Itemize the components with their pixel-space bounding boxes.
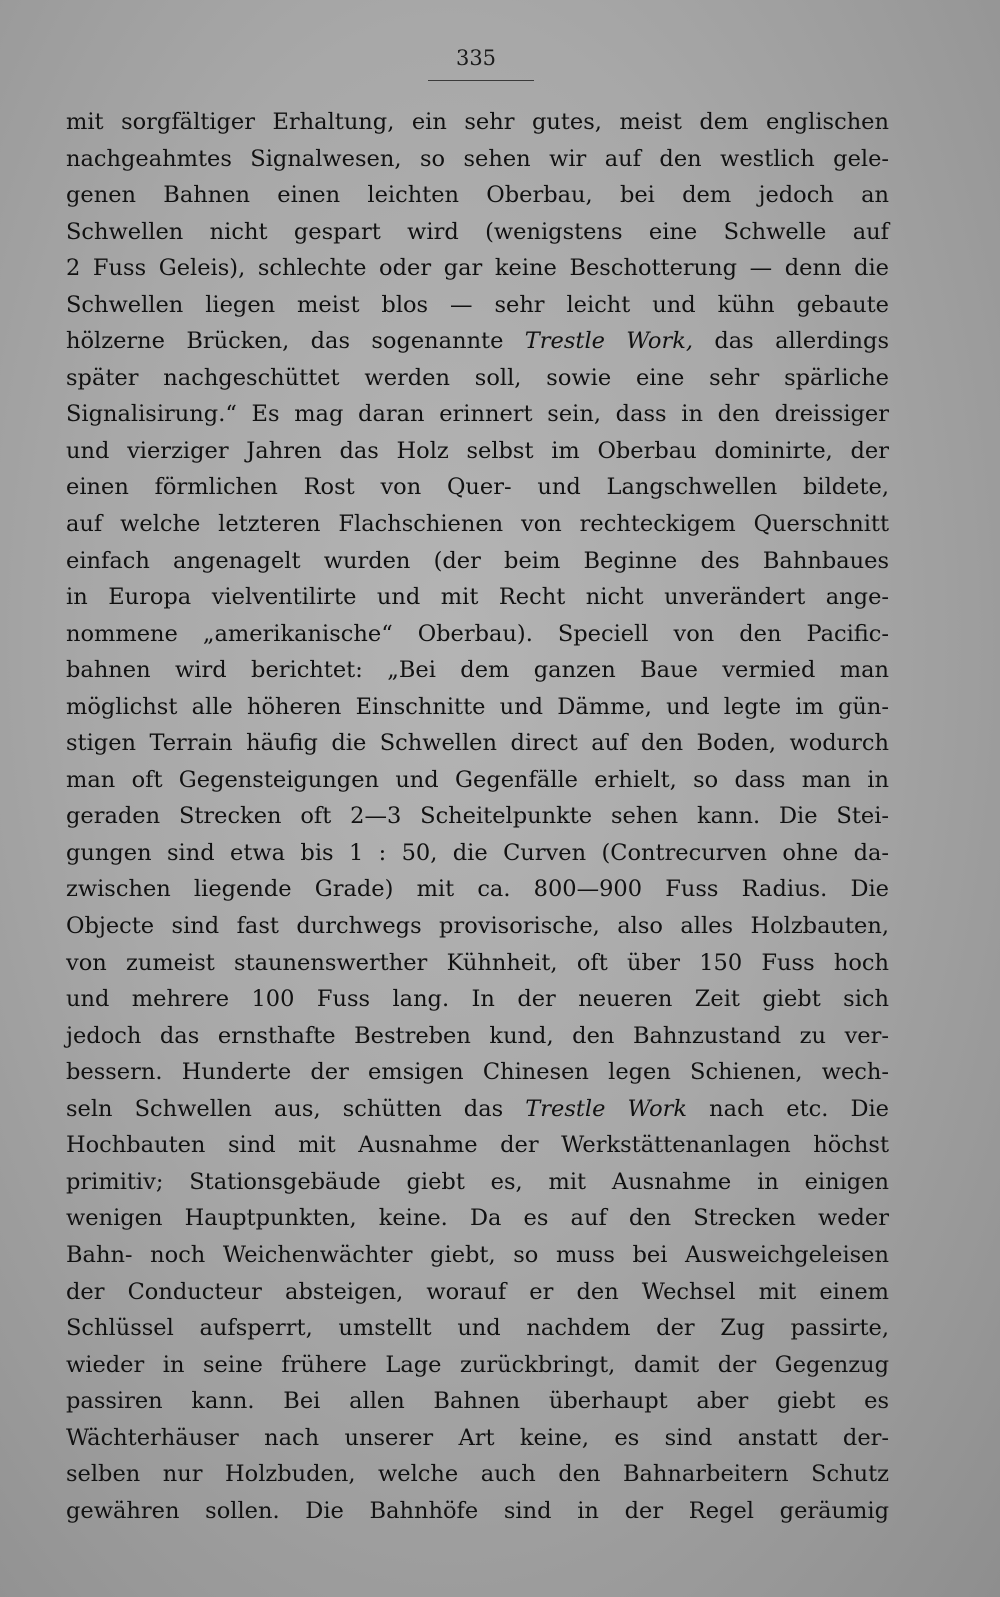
text-line [66, 1456, 889, 1493]
text-segment: stigen Terrain häufig die Schwellen direct auf den Boden, wodurch [66, 730, 889, 757]
text-line [66, 1127, 889, 1164]
text-line [66, 725, 889, 762]
text-segment: seln Schwellen aus, schütten das [66, 1095, 526, 1122]
text-segment: Signalisirung.“ Es mag daran erinnert sein, dass in den dreissiger [66, 401, 889, 428]
text-segment: und mehrere 100 Fuss lang. In der neueren Zeit giebt sich [66, 986, 889, 1013]
text-segment: wenigen Hauptpunkten, keine. Da es auf den Strecken weder [66, 1205, 889, 1232]
italic-text: Trestle Work, [524, 328, 693, 355]
text-line [66, 579, 889, 616]
text-segment: 2 Fuss Geleis), schlechte oder gar keine Beschotterung — denn die [66, 255, 889, 282]
text-segment: mit sorgfältiger Erhaltung, ein sehr gutes, meist dem englischen [66, 109, 889, 135]
text-line [66, 1237, 889, 1274]
text-segment: der Conducteur absteigen, worauf er den Wechsel mit einem [66, 1278, 889, 1305]
text-line [66, 141, 889, 178]
text-line [66, 250, 889, 287]
text-line [66, 360, 889, 397]
text-line [66, 1420, 889, 1457]
text-segment: möglichst alle höheren Einschnitte und Dämme, und legte im gün- [66, 693, 889, 720]
text-line [66, 798, 889, 835]
text-line [66, 1383, 889, 1420]
text-segment: Schwellen nicht gespart wird (wenigstens eine Schwelle auf [66, 218, 889, 245]
text-segment: Wächterhäuser nach unserer Art keine, es sind anstatt der- [66, 1424, 889, 1451]
text-line [66, 835, 889, 872]
text-segment: hölzerne Brücken, das sogenannte [66, 328, 525, 355]
text-segment: auf welche letzteren Flachschienen von rechteckigem Querschnitt [66, 511, 889, 538]
text-segment: wieder in seine frühere Lage zurückbringt, damit der Gegenzug [66, 1351, 889, 1378]
text-line [66, 1054, 889, 1091]
text-segment: Schlüssel aufsperrt, umstellt und nachdem der Zug passirte, [66, 1315, 889, 1342]
text-line [66, 981, 889, 1018]
text-line [66, 1091, 889, 1128]
text-line [66, 104, 889, 141]
text-line [66, 506, 889, 543]
text-segment: nach etc. Die [687, 1095, 890, 1122]
text-segment: jedoch das ernsthafte Bestreben kund, den Bahnzustand zu ver- [66, 1022, 889, 1049]
text-segment: gewähren sollen. Die Bahnhöfe sind in der Regel geräumig [66, 1497, 889, 1524]
header-rule [428, 80, 534, 81]
text-segment: Bahn- noch Weichenwächter giebt, so muss bei Ausweichgeleisen [66, 1241, 889, 1268]
text-segment: passiren kann. Bei allen Bahnen überhaupt aber giebt es [66, 1388, 889, 1415]
italic-text: Trestle Work [525, 1095, 688, 1122]
text-line [66, 762, 889, 799]
text-line [66, 323, 889, 360]
text-line [66, 1274, 889, 1311]
text-segment: das allerdings [693, 328, 889, 355]
text-segment: gungen sind etwa bis 1 : 50, die Curven (Contrecurven ohne da- [66, 839, 889, 866]
text-segment: geraden Strecken oft 2—3 Scheitelpunkte sehen kann. Die Stei- [66, 803, 889, 830]
text-line [66, 214, 889, 251]
text-segment: zwischen liegende Grade) mit ca. 800—900 Fuss Radius. Die [66, 876, 889, 903]
text-line [66, 616, 889, 653]
text-line [66, 871, 889, 908]
text-segment: einfach angenagelt wurden (der beim Beginne des Bahnbaues [66, 547, 889, 574]
text-line [66, 287, 889, 324]
text-line [66, 1200, 889, 1237]
text-segment: genen Bahnen einen leichten Oberbau, bei dem jedoch an [66, 182, 889, 209]
text-line [66, 1310, 889, 1347]
text-segment: einen förmlichen Rost von Quer- und Langschwellen bildete, [66, 474, 889, 501]
text-segment: Schwellen liegen meist blos — sehr leicht und kühn gebaute [66, 291, 889, 318]
text-line [66, 177, 889, 214]
text-segment: bahnen wird berichtet: „Bei dem ganzen Baue vermied man [66, 657, 889, 684]
text-segment: nommene „amerikanische“ Oberbau). Speciell von den Pacific- [66, 620, 889, 647]
text-line [66, 1018, 889, 1055]
body-text [66, 104, 889, 1529]
text-segment: bessern. Hunderte der emsigen Chinesen legen Schienen, wech- [66, 1059, 889, 1086]
text-segment: selben nur Holzbuden, welche auch den Bahnarbeitern Schutz [66, 1461, 889, 1488]
text-line [66, 945, 889, 982]
text-line [66, 1493, 889, 1530]
text-segment: in Europa vielventilirte und mit Recht nicht unverändert ange- [66, 584, 889, 611]
text-line [66, 1347, 889, 1384]
text-line [66, 689, 889, 726]
text-segment: von zumeist staunenswerther Kühnheit, oft über 150 Fuss hoch [66, 949, 889, 976]
text-segment: Objecte sind fast durchwegs provisorische, also alles Holzbauten, [66, 913, 889, 940]
text-segment: später nachgeschüttet werden soll, sowie eine sehr spärliche [66, 364, 889, 391]
text-line [66, 469, 889, 506]
text-segment: Hochbauten sind mit Ausnahme der Werkstättenanlagen höchst [66, 1132, 889, 1159]
text-line [66, 652, 889, 689]
text-segment: und vierziger Jahren das Holz selbst im Oberbau dominirte, der [66, 437, 889, 464]
text-segment: nachgeahmtes Signalwesen, so sehen wir auf den westlich gele- [66, 145, 889, 172]
text-line [66, 543, 889, 580]
text-segment: primitiv; Stationsgebäude giebt es, mit Ausnahme in einigen [66, 1168, 889, 1195]
text-line [66, 1164, 889, 1201]
text-line [66, 396, 889, 433]
text-segment: man oft Gegensteigungen und Gegenfälle erhielt, so dass man in [66, 766, 889, 793]
page-number: 335 [455, 46, 497, 70]
text-line [66, 908, 889, 945]
text-line [66, 433, 889, 470]
